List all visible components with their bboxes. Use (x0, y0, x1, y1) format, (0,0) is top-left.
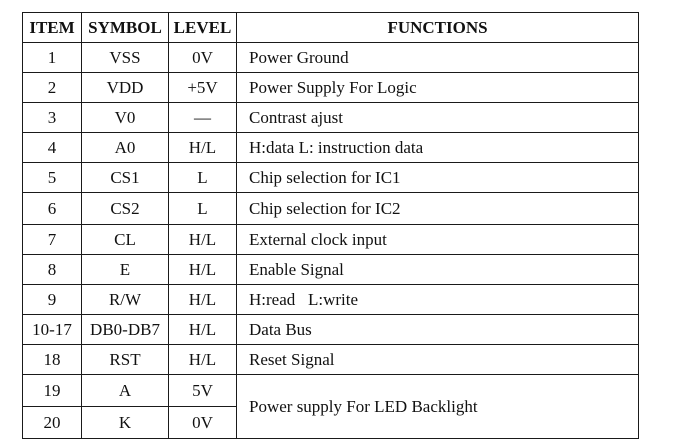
cell-level: 5V (169, 375, 237, 407)
cell-item: 7 (23, 225, 82, 255)
table-row (23, 193, 639, 225)
cell-level: — (169, 103, 237, 133)
header-functions: FUNCTIONS (237, 13, 639, 43)
cell-symbol: K (82, 407, 169, 439)
cell-function: Enable Signal (237, 255, 639, 285)
table-row (23, 73, 639, 103)
cell-item: 8 (23, 255, 82, 285)
cell-level: H/L (169, 285, 237, 315)
cell-symbol: VSS (82, 43, 169, 73)
cell-function: Contrast ajust (237, 103, 639, 133)
cell-function: Data Bus (237, 315, 639, 345)
cell-item: 3 (23, 103, 82, 133)
cell-symbol: VDD (82, 73, 169, 103)
pin-function-table (22, 12, 639, 439)
cell-level: 0V (169, 407, 237, 439)
table-row (23, 345, 639, 375)
table-row (23, 103, 639, 133)
cell-function: Chip selection for IC1 (237, 163, 639, 193)
cell-level: H/L (169, 255, 237, 285)
cell-function: H:read L:write (237, 285, 639, 315)
cell-symbol: CS1 (82, 163, 169, 193)
cell-item: 20 (23, 407, 82, 439)
cell-symbol: DB0-DB7 (82, 315, 169, 345)
cell-level: H/L (169, 345, 237, 375)
cell-symbol: A0 (82, 133, 169, 163)
cell-level: H/L (169, 225, 237, 255)
cell-function-backlight: Power supply For LED Backlight (237, 375, 639, 439)
cell-symbol: V0 (82, 103, 169, 133)
cell-function: Power Supply For Logic (237, 73, 639, 103)
table-row (23, 225, 639, 255)
cell-symbol: E (82, 255, 169, 285)
header-level: LEVEL (169, 13, 237, 43)
cell-function: Power Ground (237, 43, 639, 73)
cell-item: 9 (23, 285, 82, 315)
cell-level: H/L (169, 315, 237, 345)
table-row (23, 133, 639, 163)
table-row (23, 255, 639, 285)
table-row (23, 285, 639, 315)
cell-level: 0V (169, 43, 237, 73)
cell-item: 10-17 (23, 315, 82, 345)
cell-level: L (169, 163, 237, 193)
table-header-row (23, 13, 639, 43)
cell-item: 19 (23, 375, 82, 407)
cell-function: External clock input (237, 225, 639, 255)
cell-level: L (169, 193, 237, 225)
cell-item: 4 (23, 133, 82, 163)
cell-function: H:data L: instruction data (237, 133, 639, 163)
table-row (23, 163, 639, 193)
table-row (23, 375, 639, 407)
cell-function: Chip selection for IC2 (237, 193, 639, 225)
cell-item: 1 (23, 43, 82, 73)
cell-symbol: RST (82, 345, 169, 375)
cell-symbol: CS2 (82, 193, 169, 225)
header-symbol: SYMBOL (82, 13, 169, 43)
cell-item: 2 (23, 73, 82, 103)
cell-item: 18 (23, 345, 82, 375)
cell-symbol: A (82, 375, 169, 407)
table-row (23, 43, 639, 73)
cell-symbol: CL (82, 225, 169, 255)
cell-level: H/L (169, 133, 237, 163)
cell-level: +5V (169, 73, 237, 103)
cell-function: Reset Signal (237, 345, 639, 375)
cell-symbol: R/W (82, 285, 169, 315)
cell-item: 6 (23, 193, 82, 225)
cell-item: 5 (23, 163, 82, 193)
table-row (23, 315, 639, 345)
header-item: ITEM (23, 13, 82, 43)
